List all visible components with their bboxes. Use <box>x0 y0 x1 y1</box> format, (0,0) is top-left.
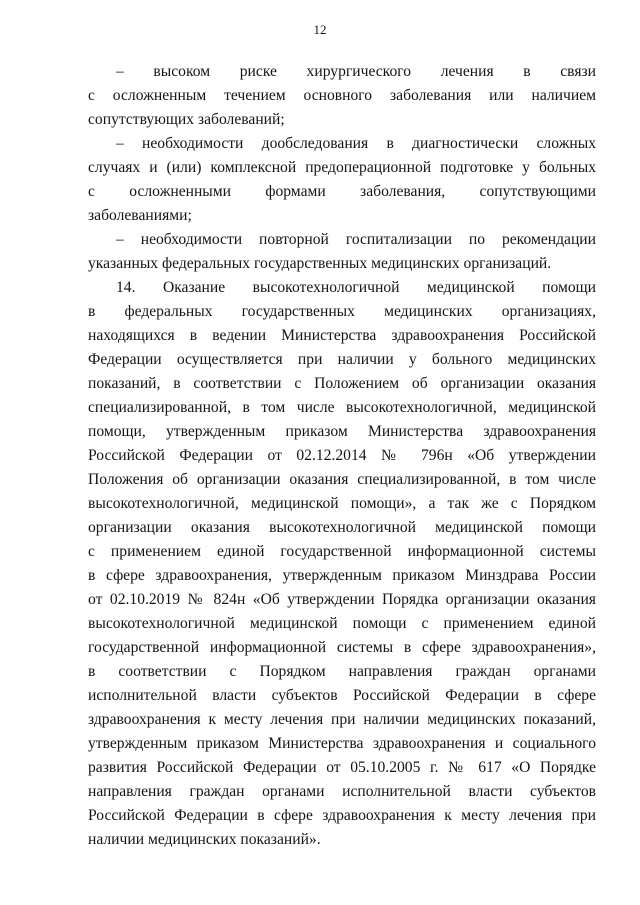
page-number: 12 <box>313 22 327 37</box>
text-line: помощи, утвержденным приказом Министерства здравоохранения <box>88 423 596 440</box>
text-line: организации оказания высокотехнологичной медицинской помощи <box>88 519 596 536</box>
text-line: в соответствии с Порядком направления граждан органами <box>88 663 596 680</box>
text-line: высокотехнологичной, медицинской помощи», а так же с Порядком <box>88 495 596 512</box>
text-line: Российской Федерации от 02.12.2014 № 796н «Об утверждении <box>88 447 596 464</box>
text-line: Федерации осуществляется при наличии у больного медицинских <box>88 351 596 368</box>
text-line: высокотехнологичной медицинской помощи с применением единой <box>88 615 596 632</box>
text-line: – необходимости повторной госпитализации по рекомендации <box>116 231 596 248</box>
text-line: от 02.10.2019 № 824н «Об утверждении Порядка организации оказания <box>88 591 596 608</box>
text-line: находящихся в ведении Министерства здравоохранения Российской <box>88 327 596 344</box>
text-line: указанных федеральных государственных медицинских организаций. <box>88 255 552 272</box>
text-line: направления граждан органами исполнительной власти субъектов <box>88 783 596 800</box>
text-line: исполнительной власти субъектов Российской Федерации в сфере <box>88 687 596 704</box>
document-body <box>88 60 596 852</box>
text-line: государственной информационной системы в сфере здравоохранения», <box>88 639 596 656</box>
text-line: заболеваниями; <box>88 207 192 224</box>
text-line: – высоком риске хирургического лечения в связи <box>116 63 596 80</box>
text-line: здравоохранения к месту лечения при наличии медицинских показаний, <box>88 711 596 728</box>
text-line: в сфере здравоохранения, утвержденным приказом Минздрава России <box>88 567 596 584</box>
text-line: в федеральных государственных медицинских организациях, <box>88 303 596 320</box>
text-line: сопутствующих заболеваний; <box>88 111 285 128</box>
text-line: показаний, в соответствии с Положением об организации оказания <box>88 375 596 392</box>
text-line: с осложненными формами заболевания, сопутствующими <box>88 183 596 200</box>
text-line: – необходимости дообследования в диагностически сложных <box>116 135 596 152</box>
text-line: с применением единой государственной информационной системы <box>88 543 596 560</box>
text-line: с осложненным течением основного заболевания или наличием <box>88 87 596 104</box>
text-line: наличии медицинских показаний». <box>88 831 321 848</box>
text-line: Российской Федерации в сфере здравоохранения к месту лечения при <box>88 807 596 824</box>
text-line: утвержденным приказом Министерства здравоохранения и социального <box>88 735 596 752</box>
text-line: развития Российской Федерации от 05.10.2005 г. № 617 «О Порядке <box>88 759 596 776</box>
text-line: Положения об организации оказания специализированной, в том числе <box>88 471 596 488</box>
text-line: случаях и (или) комплексной предоперационной подготовке у больных <box>88 159 596 176</box>
text-line: специализированной, в том числе высокотехнологичной, медицинской <box>88 399 596 416</box>
text-line: 14. Оказание высокотехнологичной медицинской помощи <box>116 279 596 296</box>
